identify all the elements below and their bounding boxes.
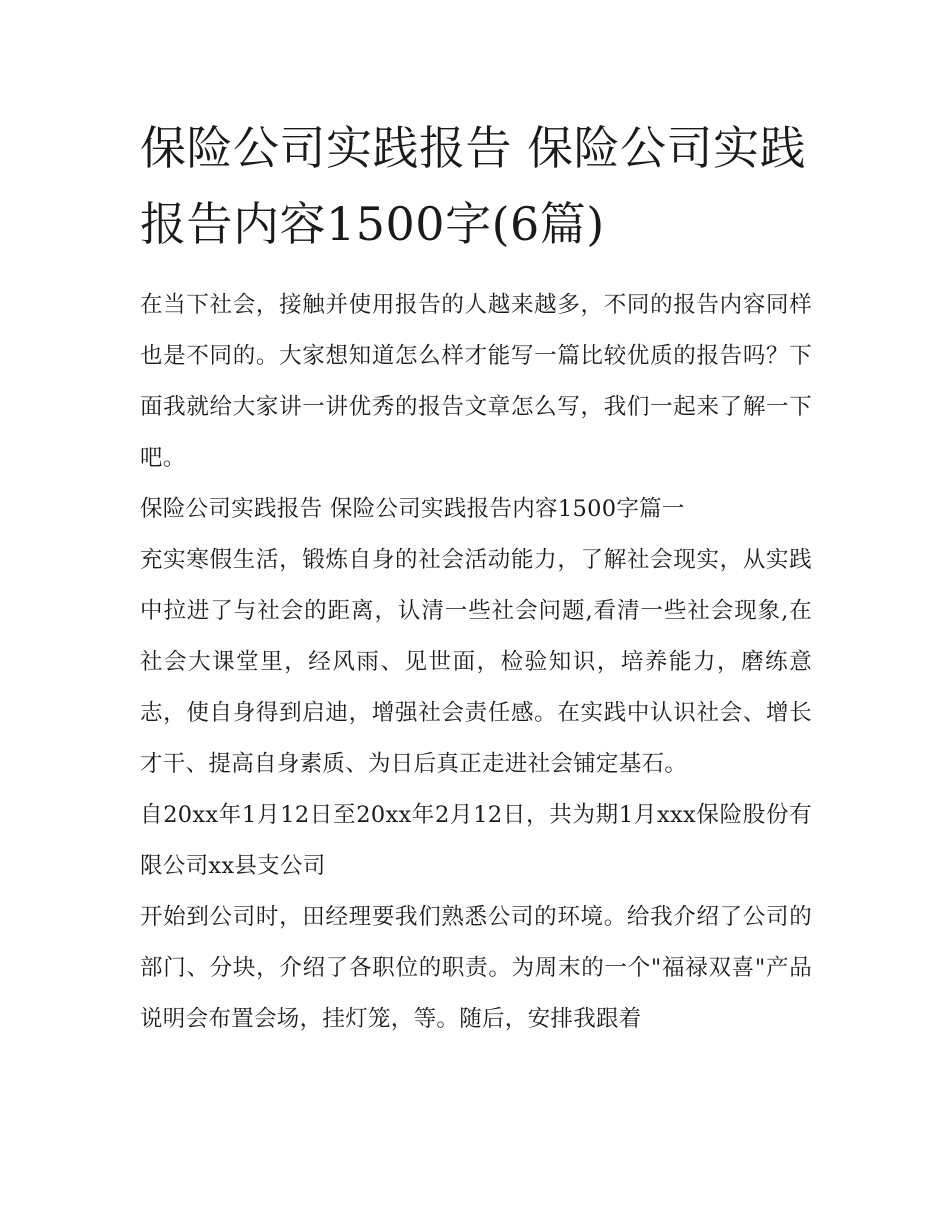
body-paragraph: 充实寒假生活，锻炼自身的社会活动能力，了解社会现实，从实践中拉进了与社会的距离，认清一些社会问题,看清一些社会现象,在社会大课堂里，经风雨、见世面，检验知识，培养能力，磨练意志，使自身得到启迪，增强社会责任感。在实践中认识社会、增长才干、提高自身素质、为日后真正走进社会铺定基石。 [140, 547, 812, 777]
intro-paragraph: 在当下社会，接触并使用报告的人越来越多，不同的报告内容同样也是不同的。大家想知道怎么样才能写一篇比较优质的报告吗？下面我就给大家讲一讲优秀的报告文章怎么写，我们一起来了解一下吧。 [140, 292, 812, 471]
document-page [140, 110, 812, 1045]
section-heading: 保险公司实践报告 保险公司实践报告内容1500字篇一 [140, 496, 685, 522]
body-paragraph: 开始到公司时，田经理要我们熟悉公司的环境。给我介绍了公司的部门、分块，介绍了各职位的职责。为周末的一个"福禄双喜"产品说明会布置会场，挂灯笼，等。随后，安排我跟着 [140, 904, 812, 1032]
body-paragraph: 自20xx年1月12日至20xx年2月12日，共为期1月xxx保险股份有限公司xx县支公司 [140, 802, 812, 879]
document-title: 保险公司实践报告 保险公司实践报告内容1500字(6篇) [140, 121, 807, 251]
